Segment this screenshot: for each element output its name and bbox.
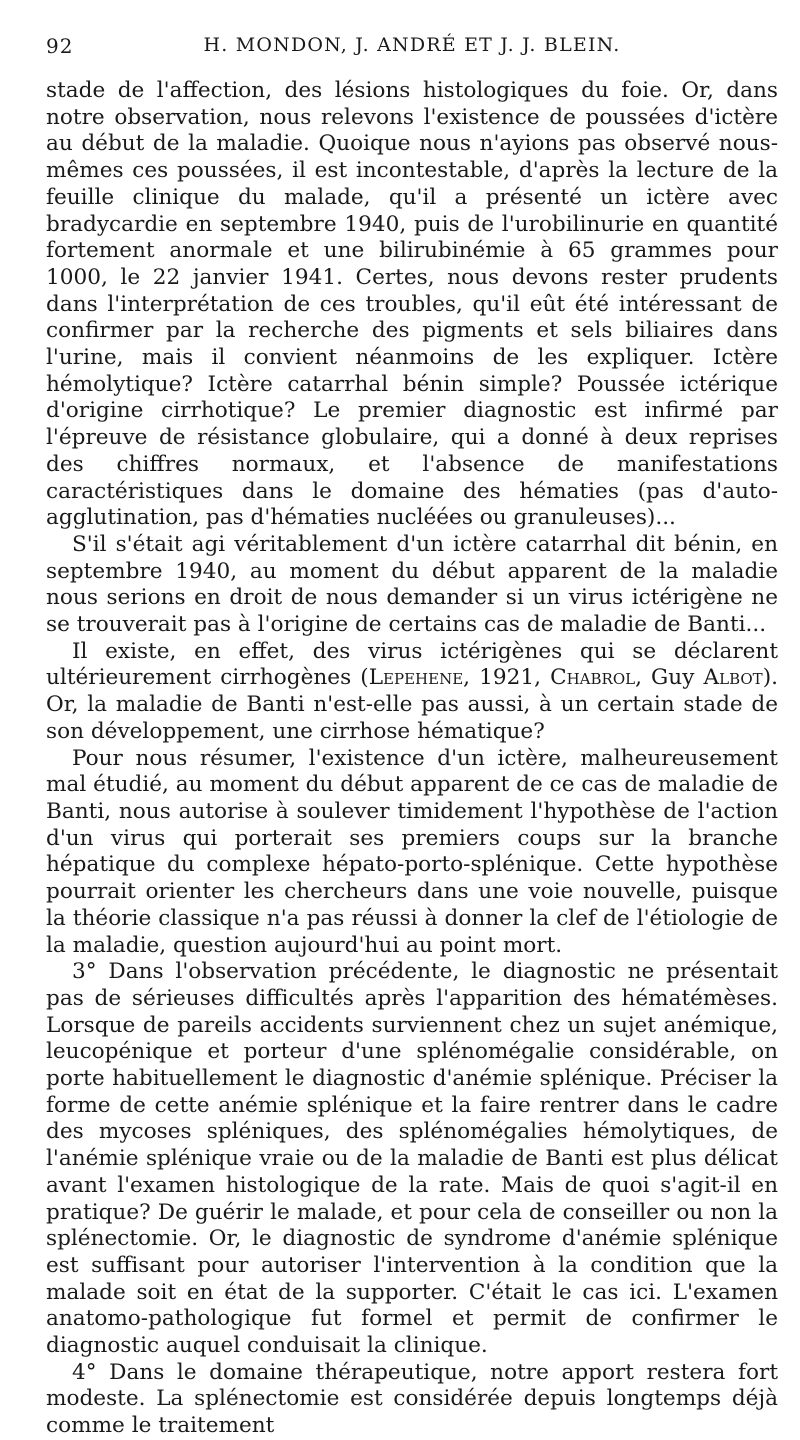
- author-lepehene: Lepehene: [368, 665, 464, 691]
- paragraph-3-text-c: , Guy: [635, 665, 704, 691]
- body-text: [46, 78, 778, 1440]
- author-albot: Albot: [703, 665, 763, 691]
- paragraph-2: S'il s'était agi véritablement d'un ictère catarrhal dit bénin, en septembre 1940, au moment du début apparent de la maladie nous serions en droit de nous demander si un virus ictérigène ne se trouverait pas à l'origine de certains cas de maladie de Banti...: [46, 531, 778, 638]
- running-head: H. MONDON, J. ANDRÉ ET J. J. BLEIN.: [203, 34, 621, 56]
- paragraph-3-text-b: , 1921,: [463, 665, 551, 691]
- paragraph-3-text-d: ). Or, la maladie de Banti n'est-elle pas aussi, à un certain stade de son développement, une cirrhose hématique?: [46, 665, 778, 744]
- paragraph-4: Pour nous résumer, l'existence d'un ictère, malheureusement mal étudié, au moment du début apparent de ce cas de maladie de Banti, nous autorise à soulever timidement l'hypothèse de l'action d'un virus qui porterait ses premiers coups sur la branche hépatique du complexe hépato-porto-splénique. Cette hypothèse pourrait orienter les chercheurs dans une voie nouvelle, puisque la théorie classique n'a pas réussi à donner la clef de l'étiologie de la maladie, question aujourd'hui au point mort.: [46, 745, 778, 958]
- paragraph-1: stade de l'affection, des lésions histologiques du foie. Or, dans notre observation, nous relevons l'existence de poussées d'ictère au début de la maladie. Quoique nous n'ayions pas observé nous-mêmes ces poussées, il est incontestable, d'après la lecture de la feuille clinique du malade, qu'il a présenté un ictère avec bradycardie en septembre 1940, puis de l'urobilinurie en quantité fortement anormale et une bilirubinémie à 65 grammes pour 1000, le 22 janvier 1941. Certes, nous devons rester prudents dans l'interprétation de ces troubles, qu'il eût été intéressant de confirmer par la recherche des pigments et sels biliaires dans l'urine, mais il convient néanmoins de les expliquer. Ictère hémolytique? Ictère catarrhal bénin simple? Poussée ictérique d'origine cirrhotique? Le premier diagnostic est infirmé par l'épreuve de résistance globulaire, qui a donné à deux reprises des chiffres normaux, et l'absence de manifestations caractéristiques dans le domaine des hématies (pas d'auto-agglutination, pas d'hématies nucléées ou granuleuses)...: [46, 78, 778, 531]
- document-page: [46, 34, 778, 1440]
- author-chabrol: Chabrol: [550, 665, 636, 691]
- paragraph-3-text-a: Il existe, en effet, des virus ictérigènes qui se déclarent ultérieurement cirrhogènes (: [46, 638, 778, 691]
- paragraph-3: [46, 639, 778, 746]
- page-header: [46, 34, 778, 78]
- paragraph-6: 4° Dans le domaine thérapeutique, notre apport restera fort modeste. La splénectomie est considérée depuis longtemps déjà comme le traitement: [46, 1359, 778, 1439]
- page-number: 92: [46, 34, 74, 58]
- paragraph-5: 3° Dans l'observation précédente, le diagnostic ne présentait pas de sérieuses difficultés après l'apparition des hématémèses. Lorsque de pareils accidents surviennent chez un sujet anémique, leucopénique et porteur d'une splénomégalie considérable, on porte habituellement le diagnostic d'anémie splénique. Préciser la forme de cette anémie splénique et la faire rentrer dans le cadre des mycoses spléniques, des splénomégalies hémolytiques, de l'anémie splénique vraie ou de la maladie de Banti est plus délicat avant l'examen histologique de la rate. Mais de quoi s'agit-il en pratique? De guérir le malade, et pour cela de conseiller ou non la splénectomie. Or, le diagnostic de syndrome d'anémie splénique est suffisant pour autoriser l'intervention à la condition que la malade soit en état de la supporter. C'était le cas ici. L'examen anatomo-pathologique fut formel et permit de confirmer le diagnostic auquel conduisait la clinique.: [46, 959, 778, 1359]
